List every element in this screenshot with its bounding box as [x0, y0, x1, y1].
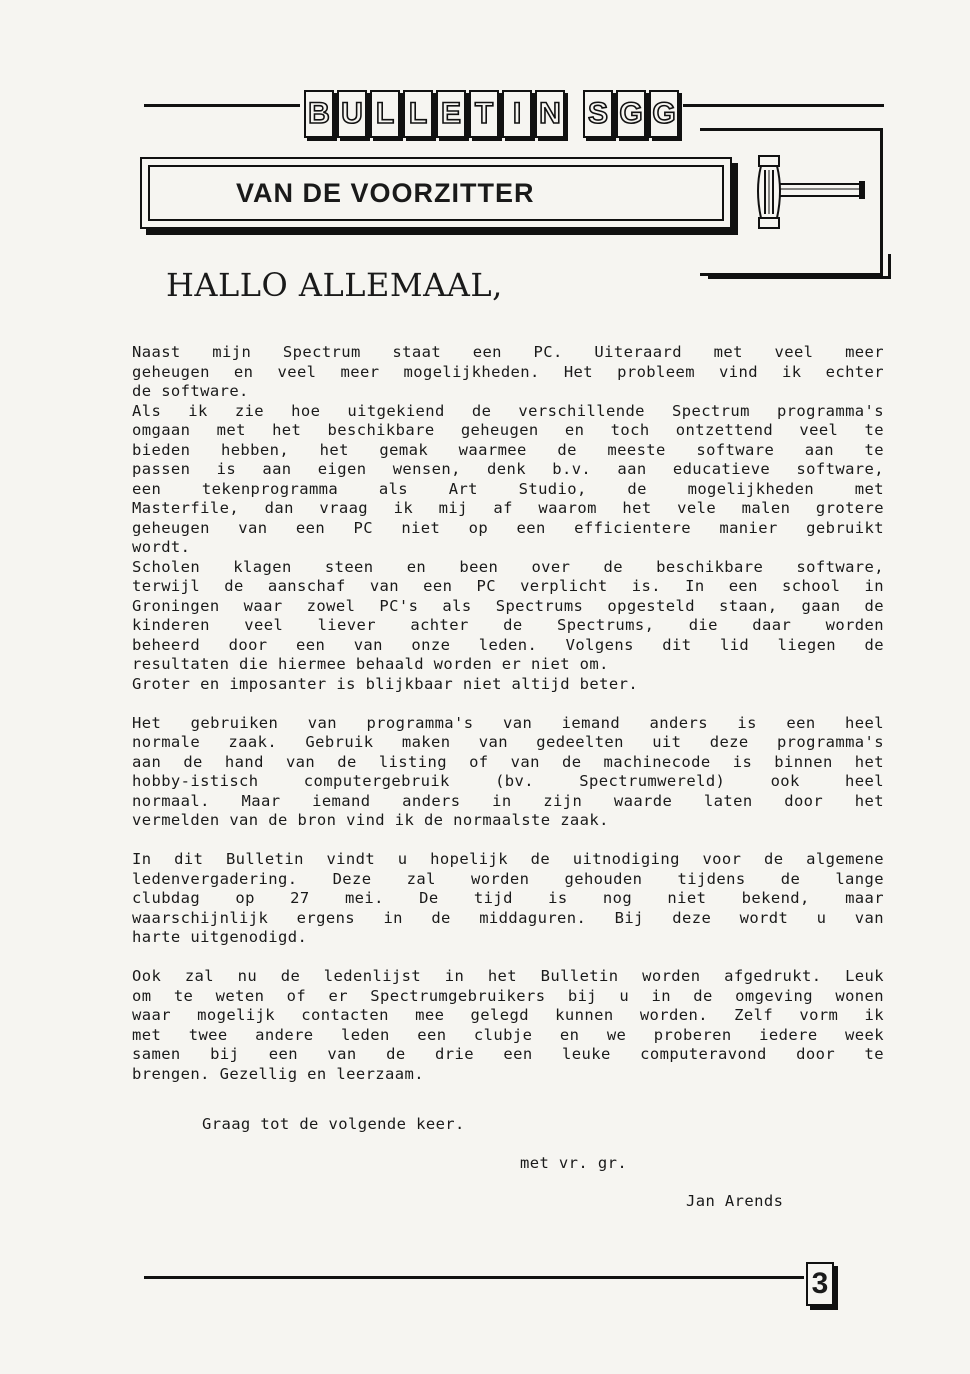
- text-line: Naast mijn Spectrum staat een PC. Uiteraard met veel meer: [132, 343, 884, 361]
- logo-letter: G: [649, 90, 679, 138]
- logo-letter: I: [502, 90, 532, 138]
- text-line: harte uitgenodigd.: [132, 928, 308, 946]
- text-line: terwijl de aanschaf van een PC verplicht is. In een school in: [132, 577, 884, 595]
- paragraph: [132, 343, 884, 694]
- text-line: om te weten of er Spectrumgebruikers bij u in de omgeving wonen: [132, 986, 884, 1005]
- logo-letter: U: [337, 90, 367, 138]
- paragraph: [132, 714, 884, 831]
- header-frame-shadow: [708, 254, 891, 279]
- logo-letter: E: [436, 90, 466, 138]
- text-line: waar mogelijk contacten mee gelegd kunnen worden. Zelf vorm ik: [132, 1006, 884, 1024]
- section-title: VAN DE VOORZITTER: [148, 165, 724, 221]
- text-line: Als ik zie hoe uitgekiend de verschillende Spectrum programma's: [132, 401, 884, 420]
- closing-line: Graag tot de volgende keer.: [202, 1115, 465, 1133]
- text-line: samen bij een van de drie een leuke computeravond door te: [132, 1045, 884, 1063]
- logo-letter: G: [616, 90, 646, 138]
- paragraph: [132, 967, 884, 1084]
- text-line: hobby-istisch computergebruik (bv. Spectrumwereld) ook heel: [132, 772, 884, 790]
- text-line: passen is aan eigen wensen, denk b.v. aan educatieve software,: [132, 460, 884, 478]
- text-line: beheerd door een van onze leden. Volgens dit lid liegen de: [132, 635, 884, 654]
- text-line: vermelden van de bron vind ik de normaalste zaak.: [132, 811, 609, 829]
- text-line: In dit Bulletin vindt u hopelijk de uitnodiging voor de algemene: [132, 850, 884, 868]
- regards: met vr. gr.: [520, 1154, 628, 1172]
- text-line: Het gebruiken van programma's van iemand anders is een heel: [132, 713, 884, 732]
- paragraph: [132, 850, 884, 948]
- text-line: clubdag op 27 mei. De tijd is nog niet bekend, maar: [132, 889, 884, 907]
- logo-letter: B: [304, 90, 334, 138]
- text-line: met twee andere leden een clubje en we proberen iedere week: [132, 1025, 884, 1044]
- text-line: ledenvergadering. Deze zal worden gehouden tijdens de lange: [132, 869, 884, 888]
- text-line: waarschijnlijk ergens in de middaguren. Bij deze wordt u van: [132, 908, 884, 927]
- text-line: de software.: [132, 382, 249, 400]
- page-number: 3: [806, 1262, 834, 1306]
- logo-letter: T: [469, 90, 499, 138]
- bulletin-sgg-logo: [300, 90, 683, 138]
- text-line: brengen. Gezellig en leerzaam.: [132, 1064, 424, 1083]
- gavel-icon: [755, 154, 867, 232]
- logo-letter: N: [535, 90, 565, 138]
- text-line: bieden hebben, het gemak waarmee de meeste software aan te: [132, 440, 884, 459]
- logo-letter: L: [403, 90, 433, 138]
- logo-letter: L: [370, 90, 400, 138]
- signature: Jan Arends: [686, 1192, 784, 1210]
- article-body: [132, 343, 884, 1104]
- text-line: Scholen klagen steen en been over de beschikbare software,: [132, 557, 884, 576]
- text-line: normaal. Maar iemand anders in zijn waarde laten door het: [132, 791, 884, 810]
- text-line: een tekenprogramma als Art Studio, de mogelijkheden met: [132, 479, 884, 498]
- text-line: Groningen waar zowel PC's als Spectrums opgesteld staan, gaan de: [132, 596, 884, 615]
- text-line: kinderen veel liever achter de Spectrums, die daar worden: [132, 616, 884, 634]
- section-title-box: [140, 157, 732, 229]
- text-line: omgaan met het beschikbare geheugen en toch ontzettend veel te: [132, 421, 884, 439]
- text-line: normale zaak. Gebruik maken van gedeelten uit deze programma's: [132, 733, 884, 751]
- greeting: HALLO ALLEMAAL,: [166, 266, 503, 304]
- text-line: Groter en imposanter is blijkbaar niet altijd beter.: [132, 674, 639, 693]
- logo-letter: S: [583, 90, 613, 138]
- footer-rule: [144, 1276, 804, 1279]
- text-line: Ook zal nu de ledenlijst in het Bulletin worden afgedrukt. Leuk: [132, 967, 884, 985]
- text-line: wordt.: [132, 538, 191, 556]
- text-line: resultaten die hiermee behaald worden er niet om.: [132, 655, 609, 673]
- text-line: aan de hand van de listing of van de machinecode is binnen het: [132, 752, 884, 771]
- text-line: geheugen en veel meer mogelijkheden. Het probleem vind ik echter: [132, 362, 884, 381]
- text-line: Masterfile, dan vraag ik mij af waarom het vele malen grotere: [132, 499, 884, 517]
- logo-gap: [568, 90, 580, 138]
- text-line: geheugen van een PC niet op een efficientere manier gebruikt: [132, 518, 884, 537]
